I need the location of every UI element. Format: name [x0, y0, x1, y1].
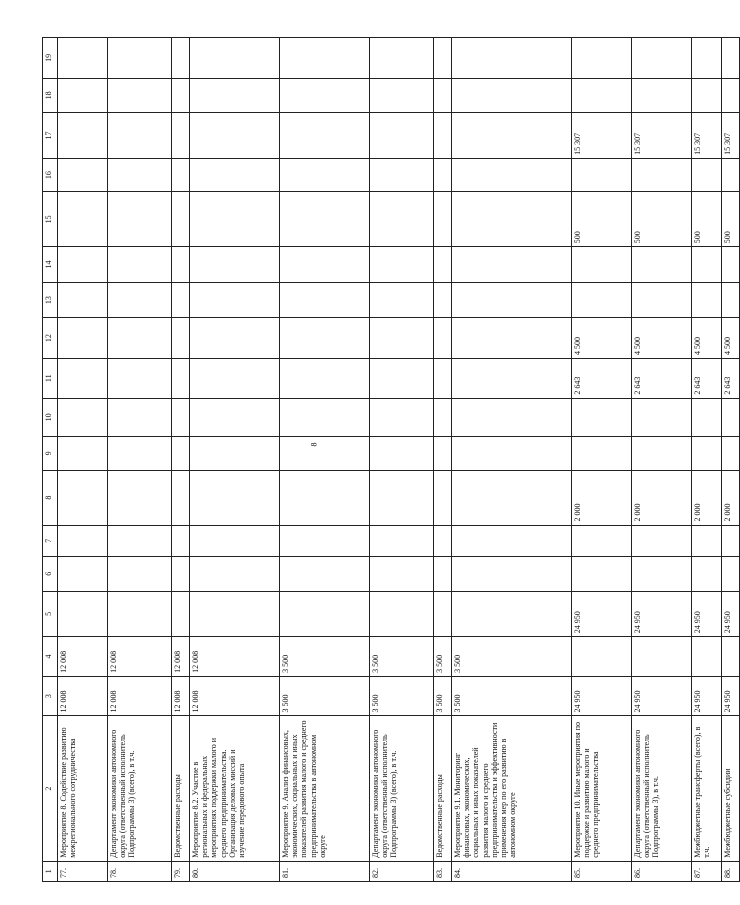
table-cell — [190, 113, 280, 159]
table-cell — [434, 437, 452, 471]
page-number: 8 — [309, 442, 319, 447]
table-cell — [722, 38, 740, 79]
table-cell — [280, 247, 370, 283]
table-cell — [190, 192, 280, 247]
row-label: Мероприятие 10. Иные мероприятия по поддержке и развитию малого и среднего предпринимательства — [572, 716, 632, 861]
table-row — [434, 38, 452, 882]
table-cell: 4 500 — [632, 318, 692, 359]
table-cell — [452, 113, 572, 159]
row-label: Межбюджетные субсидии — [722, 716, 740, 861]
budget-table — [42, 37, 740, 882]
table-cell — [108, 192, 172, 247]
table-cell — [434, 113, 452, 159]
row-label: Мероприятие 8.2. Участие в региональных и федеральных мероприятиях поддержки малого и среднего предпринимательства. Организация деловых миссий и изучение передового опыта — [190, 716, 280, 861]
table-cell: 2 000 — [692, 470, 722, 525]
column-header: 5 — [43, 591, 58, 637]
table-cell: 500 — [692, 192, 722, 247]
table-cell: 24 950 — [572, 676, 632, 716]
column-header: 11 — [43, 358, 58, 398]
row-label: Ведомственные расходы — [434, 716, 452, 861]
table-cell: 15 307 — [692, 113, 722, 159]
table-cell — [190, 38, 280, 79]
row-number: 79. — [172, 861, 190, 881]
row-label: Ведомственные расходы — [172, 716, 190, 861]
row-label: Департамент экономики автономного округа (ответственный исполнитель Подпрограммы 3) (всего), в т.ч. — [370, 716, 434, 861]
column-header: 8 — [43, 470, 58, 525]
table-cell — [722, 282, 740, 318]
table-cell — [58, 470, 108, 525]
table-cell — [280, 437, 370, 471]
table-cell — [108, 437, 172, 471]
table-cell — [190, 557, 280, 592]
table-cell — [572, 637, 632, 677]
table-cell — [58, 113, 108, 159]
table-cell — [632, 38, 692, 79]
column-header: 7 — [43, 525, 58, 556]
table-cell — [452, 358, 572, 398]
column-header: 2 — [43, 716, 58, 861]
table-cell — [434, 38, 452, 79]
table-cell — [172, 358, 190, 398]
table-cell — [572, 525, 632, 556]
table-cell: 2 643 — [722, 358, 740, 398]
table-cell: 24 950 — [632, 676, 692, 716]
table-cell — [434, 282, 452, 318]
table-cell — [370, 525, 434, 556]
table-cell: 500 — [632, 192, 692, 247]
row-label: Мероприятие 9.1. Мониторинг финансовых, экономических, социальных и иных показателей развития малого и среднего предпринимательства и эффективности применения мер по его развитию в автономном округе — [452, 716, 572, 861]
table-cell — [58, 158, 108, 192]
column-header: 17 — [43, 113, 58, 159]
table-cell — [370, 318, 434, 359]
table-cell — [58, 247, 108, 283]
table-cell — [108, 525, 172, 556]
table-cell — [190, 318, 280, 359]
table-cell — [172, 591, 190, 637]
row-label: Мероприятие 9. Анализ финансовых, экономических, социальных и иных показателей развития малого и среднего предпринимательства в автономном округе — [280, 716, 370, 861]
table-cell: 3 500 — [280, 637, 370, 677]
table-cell: 24 950 — [692, 591, 722, 637]
table-cell — [172, 78, 190, 113]
table-cell: 4 500 — [572, 318, 632, 359]
table-cell — [280, 591, 370, 637]
table-cell — [280, 158, 370, 192]
table-cell: 15 307 — [572, 113, 632, 159]
table-row — [632, 38, 692, 882]
table-cell — [280, 38, 370, 79]
table-cell — [58, 192, 108, 247]
table-cell — [692, 78, 722, 113]
table-cell — [692, 398, 722, 437]
table-cell — [692, 437, 722, 471]
table-cell: 12 008 — [190, 676, 280, 716]
row-number: 82. — [370, 861, 434, 881]
table-cell: 500 — [722, 192, 740, 247]
column-header: 13 — [43, 282, 58, 318]
table-cell — [692, 637, 722, 677]
table-cell — [58, 38, 108, 79]
table-row — [692, 38, 722, 882]
table-cell — [452, 78, 572, 113]
column-header: 18 — [43, 78, 58, 113]
row-number: 83. — [434, 861, 452, 881]
table-cell — [280, 192, 370, 247]
table-cell — [280, 318, 370, 359]
table-cell — [452, 38, 572, 79]
table-cell — [434, 358, 452, 398]
table-cell — [108, 358, 172, 398]
table-cell — [722, 637, 740, 677]
table-cell — [434, 78, 452, 113]
table-cell — [58, 525, 108, 556]
table-cell — [190, 282, 280, 318]
table-cell — [434, 525, 452, 556]
table-cell: 2 000 — [632, 470, 692, 525]
table-cell — [190, 525, 280, 556]
table-cell — [692, 38, 722, 79]
column-header: 19 — [43, 38, 58, 79]
table-cell — [370, 158, 434, 192]
table-cell — [108, 78, 172, 113]
table-cell — [452, 398, 572, 437]
table-cell — [692, 158, 722, 192]
table-cell — [452, 470, 572, 525]
table-cell — [632, 437, 692, 471]
column-header: 3 — [43, 676, 58, 716]
table-cell — [452, 591, 572, 637]
table-body — [58, 38, 740, 882]
table-cell: 12 008 — [190, 637, 280, 677]
table-cell — [172, 247, 190, 283]
table-cell — [370, 358, 434, 398]
table-cell: 500 — [572, 192, 632, 247]
table-cell — [692, 557, 722, 592]
table-cell — [108, 318, 172, 359]
table-cell — [58, 557, 108, 592]
table-cell: 12 008 — [58, 676, 108, 716]
table-cell — [58, 398, 108, 437]
table-cell — [452, 247, 572, 283]
table-cell: 3 500 — [434, 676, 452, 716]
table-cell — [370, 38, 434, 79]
table-cell — [692, 282, 722, 318]
row-number: 85. — [572, 861, 632, 881]
table-cell — [280, 557, 370, 592]
table-cell — [280, 358, 370, 398]
table-row — [280, 38, 370, 882]
column-header: 16 — [43, 158, 58, 192]
table-cell — [434, 192, 452, 247]
column-header: 1 — [43, 861, 58, 881]
table-row — [108, 38, 172, 882]
table-cell — [370, 113, 434, 159]
table-cell — [434, 470, 452, 525]
row-label: Департамент экономики автономного округа (ответственный исполнитель Подпрограммы 3) (всего), в т.ч. — [108, 716, 172, 861]
table-cell: 12 008 — [108, 637, 172, 677]
table-cell — [452, 282, 572, 318]
table-cell — [452, 525, 572, 556]
table-cell: 24 950 — [632, 591, 692, 637]
table-cell — [572, 398, 632, 437]
row-number: 81. — [280, 861, 370, 881]
table-cell — [108, 247, 172, 283]
table-cell: 12 008 — [172, 676, 190, 716]
table-cell — [370, 557, 434, 592]
table-cell — [452, 557, 572, 592]
table-cell — [370, 591, 434, 637]
table-cell — [190, 358, 280, 398]
table-cell — [172, 525, 190, 556]
row-number: 78. — [108, 861, 172, 881]
header-row — [43, 38, 58, 882]
row-number: 77. — [58, 861, 108, 881]
table-cell — [572, 247, 632, 283]
table-cell — [370, 192, 434, 247]
table-cell — [58, 591, 108, 637]
table-cell — [190, 591, 280, 637]
table-cell — [452, 192, 572, 247]
table-cell — [172, 192, 190, 247]
table-cell — [172, 557, 190, 592]
table-cell — [280, 282, 370, 318]
table-cell: 3 500 — [452, 676, 572, 716]
column-header: 12 — [43, 318, 58, 359]
table-cell — [572, 78, 632, 113]
table-cell — [108, 591, 172, 637]
row-number: 87. — [692, 861, 722, 881]
table-cell — [722, 437, 740, 471]
column-header: 9 — [43, 437, 58, 471]
table-cell — [370, 398, 434, 437]
table-cell — [434, 591, 452, 637]
table-row — [370, 38, 434, 882]
column-header: 4 — [43, 637, 58, 677]
table-cell — [722, 78, 740, 113]
table-cell — [434, 247, 452, 283]
table-cell — [280, 525, 370, 556]
table-cell — [692, 247, 722, 283]
row-label: Межбюджетные трансферты (всего), в т.ч. — [692, 716, 722, 861]
table-cell — [108, 282, 172, 318]
table-cell: 24 950 — [722, 676, 740, 716]
table-cell — [190, 247, 280, 283]
column-header: 10 — [43, 398, 58, 437]
table-cell — [280, 78, 370, 113]
table-cell — [722, 557, 740, 592]
table-cell — [370, 282, 434, 318]
table-cell — [58, 318, 108, 359]
table-cell — [190, 437, 280, 471]
row-number: 86. — [632, 861, 692, 881]
table-cell — [434, 158, 452, 192]
table-row — [452, 38, 572, 882]
table-cell — [172, 398, 190, 437]
column-header: 15 — [43, 192, 58, 247]
table-cell — [452, 158, 572, 192]
table-cell — [572, 437, 632, 471]
table-cell: 3 500 — [280, 676, 370, 716]
table-cell — [190, 470, 280, 525]
table-cell: 12 008 — [58, 637, 108, 677]
column-header: 14 — [43, 247, 58, 283]
table-cell — [108, 470, 172, 525]
table-cell — [172, 318, 190, 359]
table-cell — [280, 470, 370, 525]
table-cell — [108, 113, 172, 159]
table-cell: 4 500 — [692, 318, 722, 359]
table-cell: 15 307 — [632, 113, 692, 159]
table-cell — [370, 470, 434, 525]
table-cell — [172, 282, 190, 318]
table-cell — [58, 437, 108, 471]
table-cell: 24 950 — [722, 591, 740, 637]
row-label: Департамент экономики автономного округа (ответственный исполнитель Подпрограммы 3), в т.ч. — [632, 716, 692, 861]
table-cell: 12 008 — [172, 637, 190, 677]
table-cell — [572, 158, 632, 192]
table-cell — [58, 358, 108, 398]
table-cell: 12 008 — [108, 676, 172, 716]
table-cell — [108, 398, 172, 437]
table-row — [58, 38, 108, 882]
table-rotated-wrapper — [42, 37, 732, 882]
table-cell — [632, 78, 692, 113]
table-cell — [190, 398, 280, 437]
table-cell: 3 500 — [370, 676, 434, 716]
table-cell — [632, 247, 692, 283]
table-cell: 15 307 — [722, 113, 740, 159]
row-number: 88. — [722, 861, 740, 881]
table-cell — [572, 38, 632, 79]
table-cell — [280, 113, 370, 159]
table-cell — [172, 470, 190, 525]
table-row — [190, 38, 280, 882]
table-cell: 24 950 — [692, 676, 722, 716]
table-cell — [452, 437, 572, 471]
table-cell — [572, 282, 632, 318]
table-row — [172, 38, 190, 882]
table-cell — [722, 398, 740, 437]
table-cell — [632, 158, 692, 192]
table-cell — [172, 158, 190, 192]
table-cell — [108, 158, 172, 192]
table-cell — [370, 437, 434, 471]
table-cell — [692, 525, 722, 556]
table-cell — [452, 318, 572, 359]
table-cell: 2 000 — [722, 470, 740, 525]
table-cell — [434, 318, 452, 359]
table-row — [722, 38, 740, 882]
table-cell — [632, 557, 692, 592]
table-cell — [370, 247, 434, 283]
table-cell — [722, 525, 740, 556]
table-cell: 2 643 — [632, 358, 692, 398]
table-cell: 24 950 — [572, 591, 632, 637]
table-cell — [722, 247, 740, 283]
table-cell — [58, 78, 108, 113]
table-cell — [172, 437, 190, 471]
table-cell: 2 643 — [692, 358, 722, 398]
table-cell — [172, 113, 190, 159]
table-cell — [434, 398, 452, 437]
row-number: 80. — [190, 861, 280, 881]
table-cell: 2 643 — [572, 358, 632, 398]
table-cell — [632, 398, 692, 437]
table-cell — [190, 78, 280, 113]
table-cell — [108, 38, 172, 79]
table-cell: 3 500 — [452, 637, 572, 677]
table-cell — [108, 557, 172, 592]
table-cell — [632, 637, 692, 677]
table-cell — [632, 525, 692, 556]
table-cell — [434, 557, 452, 592]
table-cell: 2 000 — [572, 470, 632, 525]
column-header: 6 — [43, 557, 58, 592]
table-cell — [280, 398, 370, 437]
row-number: 84. — [452, 861, 572, 881]
table-cell: 4 500 — [722, 318, 740, 359]
table-cell: 3 500 — [434, 637, 452, 677]
table-cell — [572, 557, 632, 592]
table-cell — [190, 158, 280, 192]
table-cell — [722, 158, 740, 192]
table-cell — [172, 38, 190, 79]
table-cell — [58, 282, 108, 318]
row-label: Мероприятие 8. Содействие развитию межрегионального сотрудничества — [58, 716, 108, 861]
table-cell: 3 500 — [370, 637, 434, 677]
table-row — [572, 38, 632, 882]
table-cell — [632, 282, 692, 318]
table-cell — [370, 78, 434, 113]
